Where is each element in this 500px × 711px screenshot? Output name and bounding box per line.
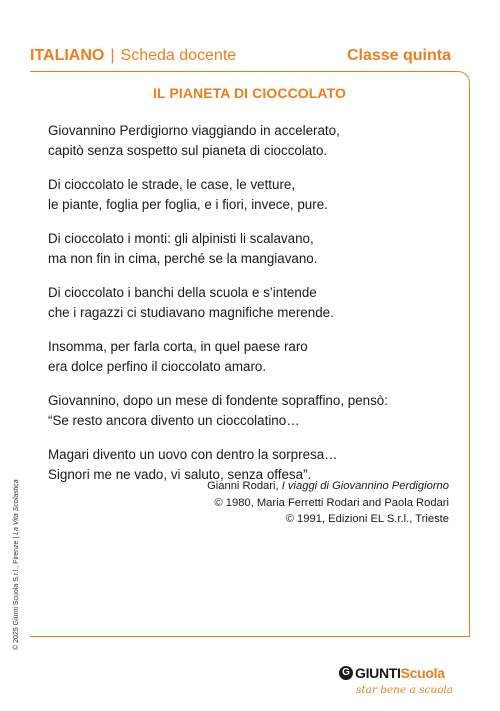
poem-line: ma non fin in cima, perché se la mangiavano. [48,251,318,266]
poem-line: Giovannino Perdigiorno viaggiando in accelerato, [48,123,340,138]
poem-line: Di cioccolato i banchi della scuola e s’intende [48,285,317,300]
poem-line: Insomma, per farla corta, in quel paese raro [48,339,308,354]
poem-line: Di cioccolato le strade, le case, le vetture, [48,177,296,192]
stanza [48,391,458,431]
grade-label: Classe quinta [346,47,451,64]
credit-copyright-2: © 1991, Edizioni EL S.r.l., Trieste [285,513,449,525]
poem-credits [207,478,449,528]
poem-line: Giovannino, dopo un mese di fondente sopraffino, pensò: [48,393,388,408]
logo-word-giunti: GIUNTI [355,665,401,681]
header-left [30,47,236,65]
poem-line: Magari divento un uovo con dentro la sorpresa… [48,447,338,462]
publisher-logo [339,664,459,700]
poem-line: Signori me ne vado, vi saluto, senza offesa”. [48,467,312,482]
stanza [48,121,458,161]
stanza [48,337,458,377]
side-copyright-text: © 2025 Giunti Scuola S.r.l., Firenze | [13,534,20,650]
poem-line: che i ragazzi ci studiavano magnifiche merende. [48,305,334,320]
credit-author-line [207,478,449,495]
poem-line: capitò senza sospetto sul pianeta di cioccolato. [48,143,328,158]
poem-card [30,71,470,637]
poem-body [48,121,458,499]
credit-author: Gianni Rodari, [207,480,279,492]
sheet-type-label: Scheda docente [120,47,237,64]
header-separator: | [110,47,115,64]
side-magazine-name: La Vita Scolastica [13,479,20,535]
logo-tagline: star bene a scuola [356,684,454,696]
credit-copyright-1: © 1980, Maria Ferretti Rodari and Paola Rodari [214,496,449,509]
subject-label: ITALIANO [30,47,105,64]
page-header [30,45,451,67]
side-copyright [13,479,20,650]
poem-line: Di cioccolato i monti: gli alpinisti li scalavano, [48,231,314,246]
poem-title: IL PIANETA DI CIOCCOLATO [153,85,346,101]
poem-line: le piante, foglia per foglia, e i fiori, invece, pure. [48,197,328,212]
stanza [48,283,458,323]
poem-line: “Se resto ancora divento un cioccolatino… [48,413,300,428]
poem-line: era dolce perfino il cioccolato amaro. [48,359,267,374]
logo-word-scuola: Scuola [400,665,445,681]
credit-book-title: I viaggi di Giovannino Perdigiorno [281,480,449,492]
giunti-g-icon: G [339,666,353,680]
logo-row [339,664,459,682]
stanza [48,175,458,215]
stanza [48,229,458,269]
